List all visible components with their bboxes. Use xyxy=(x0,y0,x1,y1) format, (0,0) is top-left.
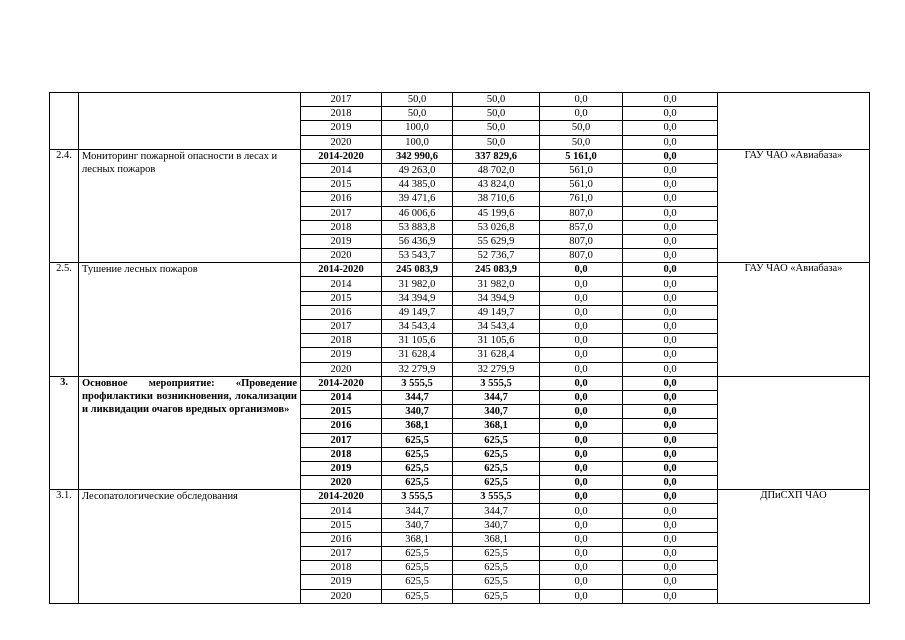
table-row xyxy=(50,149,870,163)
budget-cell: 48 702,0 xyxy=(453,163,540,177)
total-cell: 344,7 xyxy=(382,390,453,404)
total-cell: 100,0 xyxy=(382,121,453,135)
total-cell: 625,5 xyxy=(382,461,453,475)
federal-cell: 0,0 xyxy=(540,405,623,419)
budget-cell: 31 105,6 xyxy=(453,334,540,348)
federal-cell: 5 161,0 xyxy=(540,149,623,163)
federal-cell: 0,0 xyxy=(540,447,623,461)
total-cell: 49 149,7 xyxy=(382,305,453,319)
activity-name: Тушение лесных пожаров xyxy=(79,263,301,377)
federal-cell: 0,0 xyxy=(540,376,623,390)
executor-cell xyxy=(718,93,870,150)
budget-cell: 34 394,9 xyxy=(453,291,540,305)
item-number: 2.4. xyxy=(50,149,79,263)
period-cell: 2014 xyxy=(301,163,382,177)
other-cell: 0,0 xyxy=(623,532,718,546)
other-cell: 0,0 xyxy=(623,461,718,475)
period-cell: 2018 xyxy=(301,220,382,234)
total-cell: 46 006,6 xyxy=(382,206,453,220)
executor-cell: ГАУ ЧАО «Авиабаза» xyxy=(718,149,870,263)
other-cell: 0,0 xyxy=(623,362,718,376)
period-cell: 2020 xyxy=(301,362,382,376)
budget-cell: 625,5 xyxy=(453,589,540,603)
period-cell: 2016 xyxy=(301,532,382,546)
other-cell: 0,0 xyxy=(623,277,718,291)
budget-cell: 625,5 xyxy=(453,461,540,475)
period-cell: 2016 xyxy=(301,419,382,433)
total-cell: 344,7 xyxy=(382,504,453,518)
budget-cell: 368,1 xyxy=(453,419,540,433)
budget-cell: 625,5 xyxy=(453,547,540,561)
table-row xyxy=(50,376,870,390)
other-cell: 0,0 xyxy=(623,192,718,206)
total-cell: 625,5 xyxy=(382,561,453,575)
period-cell: 2019 xyxy=(301,575,382,589)
federal-cell: 0,0 xyxy=(540,561,623,575)
total-cell: 625,5 xyxy=(382,575,453,589)
budget-cell: 50,0 xyxy=(453,135,540,149)
federal-cell: 0,0 xyxy=(540,107,623,121)
budget-cell: 625,5 xyxy=(453,575,540,589)
activity-name: Мониторинг пожарной опасности в лесах и лесных пожаров xyxy=(79,149,301,263)
total-cell: 3 555,5 xyxy=(382,376,453,390)
period-cell: 2018 xyxy=(301,107,382,121)
budget-cell: 43 824,0 xyxy=(453,178,540,192)
budget-cell: 3 555,5 xyxy=(453,490,540,504)
period-cell: 2018 xyxy=(301,334,382,348)
period-cell: 2014-2020 xyxy=(301,263,382,277)
federal-cell: 50,0 xyxy=(540,121,623,135)
other-cell: 0,0 xyxy=(623,163,718,177)
total-cell: 368,1 xyxy=(382,419,453,433)
period-cell: 2015 xyxy=(301,291,382,305)
other-cell: 0,0 xyxy=(623,234,718,248)
budget-cell: 368,1 xyxy=(453,532,540,546)
other-cell: 0,0 xyxy=(623,433,718,447)
federal-cell: 807,0 xyxy=(540,206,623,220)
period-cell: 2017 xyxy=(301,433,382,447)
other-cell: 0,0 xyxy=(623,220,718,234)
other-cell: 0,0 xyxy=(623,178,718,192)
other-cell: 0,0 xyxy=(623,206,718,220)
federal-cell: 0,0 xyxy=(540,419,623,433)
other-cell: 0,0 xyxy=(623,305,718,319)
executor-cell: ГАУ ЧАО «Авиабаза» xyxy=(718,263,870,377)
federal-cell: 0,0 xyxy=(540,547,623,561)
table-row xyxy=(50,93,870,107)
federal-cell: 0,0 xyxy=(540,320,623,334)
federal-cell: 0,0 xyxy=(540,476,623,490)
federal-cell: 0,0 xyxy=(540,263,623,277)
period-cell: 2017 xyxy=(301,320,382,334)
federal-cell: 0,0 xyxy=(540,575,623,589)
other-cell: 0,0 xyxy=(623,135,718,149)
other-cell: 0,0 xyxy=(623,249,718,263)
period-cell: 2020 xyxy=(301,135,382,149)
total-cell: 44 385,0 xyxy=(382,178,453,192)
total-cell: 3 555,5 xyxy=(382,490,453,504)
federal-cell: 561,0 xyxy=(540,163,623,177)
table-body xyxy=(50,93,870,604)
budget-cell: 625,5 xyxy=(453,433,540,447)
other-cell: 0,0 xyxy=(623,504,718,518)
federal-cell: 0,0 xyxy=(540,504,623,518)
executor-cell: ДПиСХП ЧАО xyxy=(718,490,870,604)
other-cell: 0,0 xyxy=(623,263,718,277)
total-cell: 34 543,4 xyxy=(382,320,453,334)
other-cell: 0,0 xyxy=(623,518,718,532)
other-cell: 0,0 xyxy=(623,291,718,305)
other-cell: 0,0 xyxy=(623,575,718,589)
table-row xyxy=(50,490,870,504)
budget-cell: 49 149,7 xyxy=(453,305,540,319)
item-number: 3. xyxy=(50,376,79,490)
budget-cell: 53 026,8 xyxy=(453,220,540,234)
other-cell: 0,0 xyxy=(623,490,718,504)
activity-name xyxy=(79,93,301,150)
period-cell: 2020 xyxy=(301,476,382,490)
period-cell: 2015 xyxy=(301,178,382,192)
other-cell: 0,0 xyxy=(623,419,718,433)
period-cell: 2015 xyxy=(301,405,382,419)
federal-cell: 0,0 xyxy=(540,362,623,376)
budget-cell: 31 982,0 xyxy=(453,277,540,291)
total-cell: 340,7 xyxy=(382,405,453,419)
federal-cell: 0,0 xyxy=(540,490,623,504)
budget-cell: 337 829,6 xyxy=(453,149,540,163)
total-cell: 245 083,9 xyxy=(382,263,453,277)
total-cell: 49 263,0 xyxy=(382,163,453,177)
period-cell: 2019 xyxy=(301,348,382,362)
federal-cell: 0,0 xyxy=(540,461,623,475)
federal-cell: 807,0 xyxy=(540,234,623,248)
total-cell: 53 883,8 xyxy=(382,220,453,234)
federal-cell: 0,0 xyxy=(540,291,623,305)
budget-cell: 340,7 xyxy=(453,518,540,532)
budget-cell: 32 279,9 xyxy=(453,362,540,376)
other-cell: 0,0 xyxy=(623,476,718,490)
total-cell: 56 436,9 xyxy=(382,234,453,248)
total-cell: 625,5 xyxy=(382,447,453,461)
total-cell: 31 628,4 xyxy=(382,348,453,362)
total-cell: 50,0 xyxy=(382,107,453,121)
federal-cell: 0,0 xyxy=(540,348,623,362)
federal-cell: 0,0 xyxy=(540,589,623,603)
period-cell: 2014-2020 xyxy=(301,149,382,163)
budget-table xyxy=(49,92,870,604)
federal-cell: 0,0 xyxy=(540,433,623,447)
other-cell: 0,0 xyxy=(623,121,718,135)
period-cell: 2017 xyxy=(301,93,382,107)
federal-cell: 561,0 xyxy=(540,178,623,192)
budget-cell: 45 199,6 xyxy=(453,206,540,220)
other-cell: 0,0 xyxy=(623,320,718,334)
total-cell: 625,5 xyxy=(382,589,453,603)
federal-cell: 0,0 xyxy=(540,532,623,546)
period-cell: 2019 xyxy=(301,234,382,248)
federal-cell: 761,0 xyxy=(540,192,623,206)
total-cell: 50,0 xyxy=(382,93,453,107)
other-cell: 0,0 xyxy=(623,93,718,107)
other-cell: 0,0 xyxy=(623,405,718,419)
period-cell: 2014-2020 xyxy=(301,376,382,390)
budget-cell: 34 543,4 xyxy=(453,320,540,334)
total-cell: 368,1 xyxy=(382,532,453,546)
budget-cell: 50,0 xyxy=(453,93,540,107)
total-cell: 34 394,9 xyxy=(382,291,453,305)
period-cell: 2014 xyxy=(301,277,382,291)
other-cell: 0,0 xyxy=(623,547,718,561)
budget-cell: 340,7 xyxy=(453,405,540,419)
federal-cell: 0,0 xyxy=(540,305,623,319)
budget-cell: 344,7 xyxy=(453,504,540,518)
other-cell: 0,0 xyxy=(623,561,718,575)
period-cell: 2019 xyxy=(301,461,382,475)
total-cell: 625,5 xyxy=(382,547,453,561)
total-cell: 39 471,6 xyxy=(382,192,453,206)
period-cell: 2019 xyxy=(301,121,382,135)
total-cell: 32 279,9 xyxy=(382,362,453,376)
total-cell: 342 990,6 xyxy=(382,149,453,163)
total-cell: 340,7 xyxy=(382,518,453,532)
other-cell: 0,0 xyxy=(623,589,718,603)
activity-name: Основное мероприятие: «Проведение профилактики возникновения, локализации и ликвидации очагов вредных организмов» xyxy=(79,376,301,490)
budget-cell: 50,0 xyxy=(453,107,540,121)
total-cell: 625,5 xyxy=(382,476,453,490)
budget-cell: 625,5 xyxy=(453,561,540,575)
period-cell: 2016 xyxy=(301,305,382,319)
other-cell: 0,0 xyxy=(623,348,718,362)
other-cell: 0,0 xyxy=(623,107,718,121)
budget-cell: 38 710,6 xyxy=(453,192,540,206)
budget-cell: 55 629,9 xyxy=(453,234,540,248)
federal-cell: 0,0 xyxy=(540,334,623,348)
total-cell: 625,5 xyxy=(382,433,453,447)
budget-cell: 50,0 xyxy=(453,121,540,135)
federal-cell: 0,0 xyxy=(540,93,623,107)
period-cell: 2014-2020 xyxy=(301,490,382,504)
period-cell: 2016 xyxy=(301,192,382,206)
budget-cell: 31 628,4 xyxy=(453,348,540,362)
item-number xyxy=(50,93,79,150)
other-cell: 0,0 xyxy=(623,334,718,348)
table-row xyxy=(50,263,870,277)
budget-cell: 625,5 xyxy=(453,447,540,461)
federal-cell: 0,0 xyxy=(540,390,623,404)
item-number: 2.5. xyxy=(50,263,79,377)
period-cell: 2014 xyxy=(301,504,382,518)
executor-cell xyxy=(718,376,870,490)
item-number: 3.1. xyxy=(50,490,79,604)
total-cell: 31 982,0 xyxy=(382,277,453,291)
period-cell: 2017 xyxy=(301,206,382,220)
period-cell: 2020 xyxy=(301,249,382,263)
federal-cell: 50,0 xyxy=(540,135,623,149)
period-cell: 2018 xyxy=(301,447,382,461)
total-cell: 100,0 xyxy=(382,135,453,149)
other-cell: 0,0 xyxy=(623,390,718,404)
federal-cell: 807,0 xyxy=(540,249,623,263)
budget-cell: 3 555,5 xyxy=(453,376,540,390)
federal-cell: 857,0 xyxy=(540,220,623,234)
activity-name: Лесопатологические обследования xyxy=(79,490,301,604)
budget-cell: 52 736,7 xyxy=(453,249,540,263)
period-cell: 2015 xyxy=(301,518,382,532)
other-cell: 0,0 xyxy=(623,447,718,461)
budget-cell: 245 083,9 xyxy=(453,263,540,277)
federal-cell: 0,0 xyxy=(540,277,623,291)
federal-cell: 0,0 xyxy=(540,518,623,532)
period-cell: 2014 xyxy=(301,390,382,404)
other-cell: 0,0 xyxy=(623,376,718,390)
budget-cell: 344,7 xyxy=(453,390,540,404)
budget-cell: 625,5 xyxy=(453,476,540,490)
period-cell: 2017 xyxy=(301,547,382,561)
total-cell: 53 543,7 xyxy=(382,249,453,263)
period-cell: 2018 xyxy=(301,561,382,575)
total-cell: 31 105,6 xyxy=(382,334,453,348)
other-cell: 0,0 xyxy=(623,149,718,163)
period-cell: 2020 xyxy=(301,589,382,603)
